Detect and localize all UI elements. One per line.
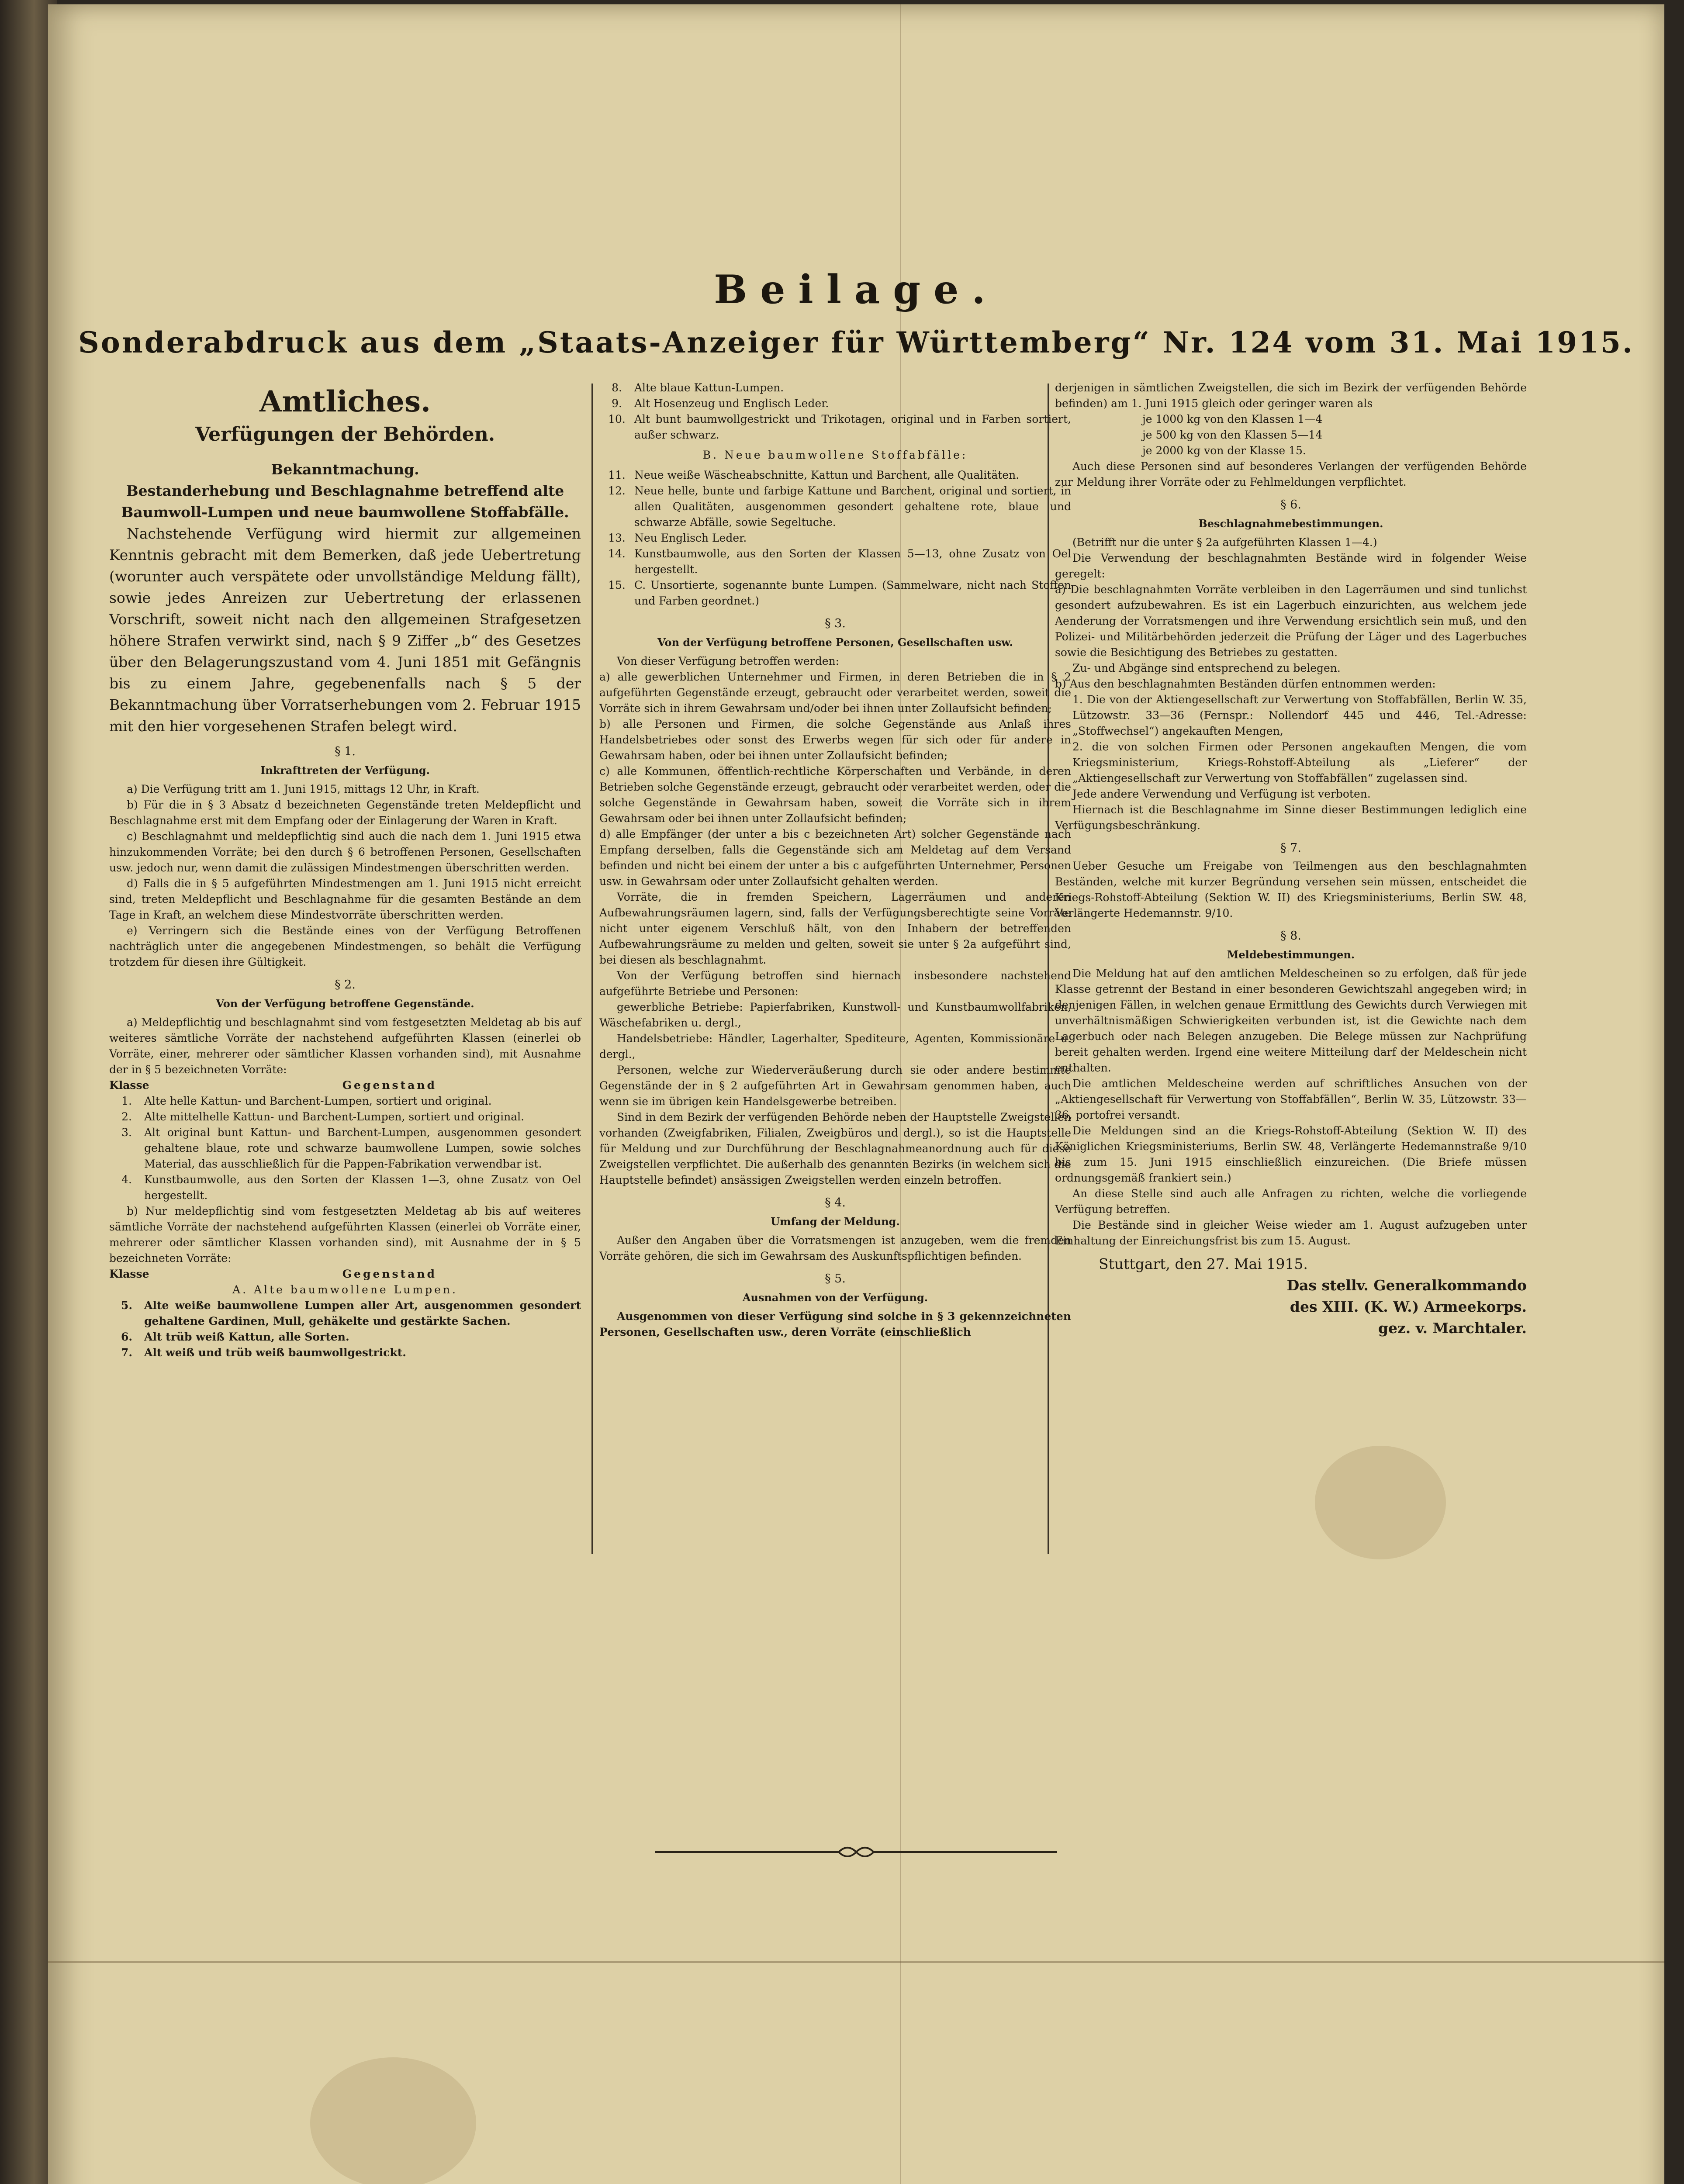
list-item: 9. Alt Hosenzeug und Englisch Leder. xyxy=(612,397,829,410)
section-heading: Amtliches. xyxy=(259,384,431,418)
clause-text: Sind in dem Bezirk der verfügenden Behörde neben der Hauptstelle Zweigstellen vorhanden (Zweigfabriken, Filialen, Zweigbüros und dergl.), so ist die Hauptstelle für Meldung und zur Durchführung der Beschlagnahmeanordnung auch für diese Zweigstellen verpflichtet. Die außerhalb des genannten Bezirks (in welchem sich die Hauptstelle befindet) ansässigen Zweigstellen werden einzeln betroffen. xyxy=(599,1111,1071,1186)
clause-text: Hiernach ist die Beschlagnahme im Sinne dieser Bestimmungen lediglich eine Verfügungsbeschränkung. xyxy=(1055,803,1527,832)
announcement-heading: Bekanntmachung. xyxy=(271,461,419,478)
list-item: 3. Alt original bunt Kattun- und Barchent-Lumpen, ausgenommen gesondert gehaltene blaue, rote und schwarze baumwollene Lumpen, sowie solches Material, das ausschließlich für die Pappen-Fabrikation verwendbar ist. xyxy=(121,1126,581,1170)
class-list-a xyxy=(109,1093,581,1203)
list-item: 14. Kunstbaumwolle, aus den Sorten der Klassen 5—13, ohne Zusatz von Oel hergestellt. xyxy=(608,547,1071,576)
list-item: je 500 kg von den Klassen 5—14 xyxy=(1142,429,1323,441)
clause-text: e) Verringern sich die Bestände eines von der Verfügung Betroffenen nachträglich unter die angegebenen Mindestmengen, so behält die Verfügung trotzdem für diesen ihre Gültigkeit. xyxy=(109,924,581,968)
clause-text: Vorräte, die in fremden Speichern, Lagerräumen und anderen Aufbewahrungsräumen lagern, sind, falls der Verfügungsberechtigte seine Vorräte nicht unter eigenem Verschluß hält, von den Inhabern der betreffenden Aufbewahrungsräume zu melden und gelten, soweit sie unter § 2a aufgeführt sind, bei diesen als beschlagnahmt. xyxy=(599,891,1071,966)
column-rule xyxy=(591,384,593,1554)
paragraph-title: Ausnahmen von der Verfügung. xyxy=(742,1291,928,1304)
list-item: 5. Alte weiße baumwollene Lumpen aller Art, ausgenommen gesondert gehaltene Gardinen, Mull, gehäkelte und gestärkte Sachen. xyxy=(121,1299,581,1327)
paragraph-title: Beschlagnahmebestimmungen. xyxy=(1198,517,1383,530)
clause-text: c) alle Kommunen, öffentlich-rechtliche Körperschaften und Verbände, in deren Betrieben solche Gegenstände erzeugt, gebraucht oder verarbeitet werden, oder die solche Gegenstände in Gewahrsam haben, soweit die Vorräte sich in ihrem Gewahrsam oder bei ihnen unter Zollaufsicht befinden; xyxy=(599,765,1071,825)
paragraph-title: Meldebestimmungen. xyxy=(1227,948,1355,961)
reprint-subtitle: Sonderabdruck aus dem „Staats-Anzeiger für Württemberg“ Nr. 124 vom 31. Mai 1915. xyxy=(78,325,1634,359)
list-item: je 1000 kg von den Klassen 1—4 xyxy=(1142,413,1323,425)
paragraph-title: Umfang der Meldung. xyxy=(771,1215,900,1228)
list-item: 8. Alte blaue Kattun-Lumpen. xyxy=(612,381,784,394)
paragraph-number: § 1. xyxy=(335,745,356,758)
clause-text: Die Meldungen sind an die Kriegs-Rohstoff-Abteilung (Sektion W. II) des Königlichen Kriegsministeriums, Berlin SW. 48, Verlängerte Hedemannstraße 9/10 bis zum 15. Juni 1915 einschließlich einzureichen. (Die Briefe müssen ordnungsgemäß frankiert sein.) xyxy=(1055,1124,1527,1184)
clause-text: Handelsbetriebe: Händler, Lagerhalter, Spediteure, Agenten, Kommissionäre u. dergl., xyxy=(599,1032,1071,1061)
signature-line: Das stellv. Generalkommando xyxy=(1286,1277,1527,1294)
paragraph-number: § 4. xyxy=(825,1196,846,1209)
clause-text: b) Aus den beschlagnahmten Beständen dürfen entnommen werden: xyxy=(1055,677,1436,690)
limits-list xyxy=(1142,411,1527,459)
place-date: Stuttgart, den 27. Mai 1915. xyxy=(1099,1255,1308,1272)
clause-text: Von der Verfügung betroffen sind hiernach insbesondere nachstehend aufgeführte Betriebe und Personen: xyxy=(599,969,1071,998)
signature-name: gez. v. Marchtaler. xyxy=(1378,1320,1527,1337)
signature-line: des XIII. (K. W.) Armeekorps. xyxy=(1290,1298,1527,1315)
list-item: 12. Neue helle, bunte und farbige Kattune und Barchent, original und sortiert, in allen Qualitäten, ausgenommen gesondert gehaltene rote, blaue und schwarze Abfälle, sowie Segeltuche. xyxy=(608,484,1071,529)
fold-crease-horizontal xyxy=(48,1961,1664,1963)
clause-text: Die Meldung hat auf den amtlichen Meldescheinen so zu erfolgen, daß für jede Klasse getrennt der Bestand in einer besonderen Gewichtszahl angegeben wird; in denjenigen Fällen, in welchen genaue Ermittlung des Gewichts durch Verwiegen mit unverhältnismäßigen Schwierigkeiten verbunden ist, ist die Gewichte nach dem Lagerbuch oder nach Belegen anzugeben. Die Belege müssen zur Nachprüfung bereit gehalten werden. Irgend eine weitere Mitteilung darf der Meldeschein nicht enthalten. xyxy=(1055,967,1527,1074)
column-3 xyxy=(1055,380,1527,1586)
clause-text: Die Verwendung der beschlagnahmten Bestände wird in folgender Weise geregelt: xyxy=(1055,552,1527,580)
clause-text: Ueber Gesuche um Freigabe von Teilmengen aus den beschlagnahmten Beständen, welche mit kurzer Begründung versehen sein müssen, entscheidet die Kriegs-Rohstoff-Abteilung (Sektion W. II) des Kriegsministeriums, Berlin SW. 48, Verlängerte Hedemannstr. 9/10. xyxy=(1055,860,1527,919)
list-item: 4. Kunstbaumwolle, aus den Sorten der Klassen 1—3, ohne Zusatz von Oel hergestellt. xyxy=(121,1173,581,1202)
group-heading: A. Alte baumwollene Lumpen. xyxy=(232,1283,458,1296)
clause-text: Die amtlichen Meldescheine werden auf schriftliches Ansuchen von der „Aktiengesellschaft für Verwertung von Stoffabfällen“, Berlin W. 35, Lützowstr. 33—36, portofrei versandt. xyxy=(1055,1077,1527,1121)
list-item: 11. Neue weiße Wäscheabschnitte, Kattun und Barchent, alle Qualitäten. xyxy=(608,469,1020,481)
clause-text: 2. die von solchen Firmen oder Personen angekauften Mengen, die vom Kriegsministerium, Kriegs-Rohstoff-Abteilung als „Lieferer“ der „Aktiengesellschaft zur Verwertung von Stoffabfällen“ zugelassen sind. xyxy=(1072,740,1527,784)
clause-text: (Betrifft nur die unter § 2a aufgeführten Klassen 1—4.) xyxy=(1072,536,1377,549)
list-item: 7. Alt weiß und trüb weiß baumwollgestrickt. xyxy=(121,1346,406,1359)
item-header: Gegenstand xyxy=(342,1268,437,1280)
class-list-continued xyxy=(599,380,1071,443)
clause-text: d) alle Empfänger (der unter a bis c bezeichneten Art) solcher Gegenstände nach Empfang derselben, falls die Gegenstände sich am Meldetag auf dem Versand befinden und nicht bei einem der unter a bis c aufgeführten Unternehmer, Personen usw. in Gewahrsam oder unter Zollaufsicht gehalten werden. xyxy=(599,828,1071,888)
list-item: 13. Neu Englisch Leder. xyxy=(608,532,747,544)
clause-text: d) Falls die in § 5 aufgeführten Mindestmengen am 1. Juni 1915 nicht erreicht sind, treten Meldepflicht und Beschlagnahme für die gesamten Bestände an dem Tage in Kraft, an welchem diese Mindestvorräte überschritten werden. xyxy=(109,877,581,921)
clause-text: 1. Die von der Aktiengesellschaft zur Verwertung von Stoffabfällen, Berlin W. 35, Lützowstr. 33—36 (Fernspr.: Nollendorf 445 und 446, Tel.-Adresse: „Stoffwechsel“) angekauften Mengen, xyxy=(1072,693,1527,737)
list-item: 6. Alt trüb weiß Kattun, alle Sorten. xyxy=(121,1330,349,1343)
clause-text: a) Die Verfügung tritt am 1. Juni 1915, mittags 12 Uhr, in Kraft. xyxy=(127,783,480,795)
paragraph-title: Von der Verfügung betroffene Personen, Gesellschaften usw. xyxy=(657,636,1013,649)
class-list-b xyxy=(109,1298,581,1361)
clause-text: a) Die beschlagnahmten Vorräte verbleiben in den Lagerräumen und sind tunlichst gesondert aufzubewahren. Es ist ein Lagerbuch einzurichten, aus welchem jede Aenderung der Vorratsmengen und ihre Verwendung ersichtlich sein muß, und den Polizei- und Militärbehörden jederzeit die Prüfung der Läger und des Lagerbuches sowie die Besichtigung des Betriebes zu gestatten. xyxy=(1055,583,1527,659)
paragraph-title: Von der Verfügung betroffene Gegenstände. xyxy=(216,997,474,1010)
paragraph-number: § 6. xyxy=(1280,498,1301,511)
class-table-header xyxy=(109,1078,581,1093)
intro-paragraph: Nachstehende Verfügung wird hiermit zur allgemeinen Kenntnis gebracht mit dem Bemerken, daß jede Uebertretung (worunter auch verspätete oder unvollständige Meldung fällt), sowie jedes Anreizen zur Uebertretung der erlassenen Vorschrift, soweit nicht nach den allgemeinen Strafgesetzen höhere Strafen verwirkt sind, nach § 9 Ziffer „b“ des Gesetzes über den Belagerungszustand vom 4. Juni 1851 mit Gefängnis bis zu einem Jahre, gegebenenfalls nach § 5 der Bekanntmachung über Vorratserhebungen vom 2. Februar 1915 mit den hier vorgesehenen Strafen belegt wird. xyxy=(109,525,581,735)
paragraph-title: Inkrafttreten der Verfügung. xyxy=(260,764,430,777)
paragraph-number: § 7. xyxy=(1280,841,1301,855)
clause-text: a) alle gewerblichen Unternehmer und Firmen, in deren Betrieben die in § 2 aufgeführten Gegenstände erzeugt, gebraucht oder verarbeitet werden, soweit die Vorräte sich in ihrem Gewahrsam und/oder bei ihnen unter Zollaufsicht befinden; xyxy=(599,670,1071,715)
column-1 xyxy=(109,380,581,1586)
clause-text: Außer den Angaben über die Vorratsmengen ist anzugeben, wem die fremden Vorräte gehören, die sich im Gewahrsam des Auskunftspflichtigen befinden. xyxy=(599,1234,1071,1262)
clause-text: Von dieser Verfügung betroffen werden: xyxy=(617,655,840,667)
clause-text: b) alle Personen und Firmen, die solche Gegenstände aus Anlaß ihres Handelsbetriebes oder sonst des Erwerbs wegen für sich oder für andere in Gewahrsam haben, oder bei ihnen unter Zollaufsicht befinden; xyxy=(599,718,1071,762)
document-page xyxy=(48,4,1664,2184)
paragraph-number: § 5. xyxy=(825,1272,846,1286)
column-2 xyxy=(599,380,1071,1586)
clause-text: gewerbliche Betriebe: Papierfabriken, Kunstwoll- und Kunstbaumwollfabriken, Wäschefabriken u. dergl., xyxy=(599,1001,1071,1029)
clause-text: c) Beschlagnahmt und meldepflichtig sind auch die nach dem 1. Juni 1915 etwa hinzukommenden Vorräte; bei den durch § 6 betroffenen Personen, Gesellschaften usw. jedoch nur, wenn damit die zulässigen Mindestmengen überschritten werden. xyxy=(109,830,581,874)
announcement-subject: Bestanderhebung und Beschlagnahme betreffend alte Baumwoll-Lumpen und neue baumwollene Stoffabfälle. xyxy=(121,482,569,521)
paragraph-number: § 2. xyxy=(335,978,356,992)
item-header: Gegenstand xyxy=(342,1079,437,1092)
clause-text: Zu- und Abgänge sind entsprechend zu belegen. xyxy=(1072,662,1341,674)
clause-text: b) Für die in § 3 Absatz d bezeichneten Gegenstände treten Meldepflicht und Beschlagnahme erst mit dem Empfang oder der Einlagerung der Waren in Kraft. xyxy=(109,798,581,827)
list-item: 1. Alte helle Kattun- und Barchent-Lumpen, sortiert und original. xyxy=(121,1095,492,1107)
list-item: 10. Alt bunt baumwollgestrickt und Trikotagen, original und in Farben sortiert, außer schwarz. xyxy=(608,413,1071,441)
paragraph-number: § 3. xyxy=(825,617,846,630)
paragraph-number: § 8. xyxy=(1280,929,1301,943)
supplement-title: Beilage. xyxy=(714,266,999,313)
clause-text: Auch diese Personen sind auf besonderes Verlangen der verfügenden Behörde zur Meldung ihrer Vorräte oder zu Fehlmeldungen verpflichtet. xyxy=(1055,460,1527,488)
list-item: 15. C. Unsortierte, sogenannte bunte Lumpen. (Sammelware, nicht nach Stoffen und Farben geordnet.) xyxy=(608,579,1071,607)
clause-text: a) Meldepflichtig und beschlagnahmt sind vom festgesetzten Meldetag ab bis auf weiteres sämtliche Vorräte der nachstehend aufgeführten Klassen (einerlei ob Vorräte, einer, mehrerer oder sämtlicher Klassen vorhanden sind), mit Ausnahme der in § 5 bezeichneten Vorräte: xyxy=(109,1016,581,1076)
class-header: Klasse xyxy=(109,1079,149,1092)
clause-text: Personen, welche zur Wiederveräußerung durch sie oder andere bestimmte Gegenstände der in § 2 aufgeführten Art in Gewahrsam genommen haben, auch wenn sie im übrigen kein Handelsgewerbe betreiben. xyxy=(599,1064,1071,1108)
ornament-rule xyxy=(655,1843,1057,1861)
clause-text: derjenigen in sämtlichen Zweigstellen, die sich im Bezirk der verfügenden Behörde befinden) am 1. Juni 1915 gleich oder geringer waren als xyxy=(1055,381,1527,410)
paper-stain xyxy=(310,2057,476,2184)
clause-text: An diese Stelle sind auch alle Anfragen zu richten, welche die vorliegende Verfügung betreffen. xyxy=(1055,1187,1527,1216)
group-heading: B. Neue baumwollene Stoffabfälle: xyxy=(702,449,968,461)
class-header: Klasse xyxy=(109,1268,149,1280)
list-item: je 2000 kg von der Klasse 15. xyxy=(1142,444,1306,457)
class-list-new xyxy=(599,467,1071,609)
class-table-header xyxy=(109,1266,581,1282)
clause-text: Die Bestände sind in gleicher Weise wieder am 1. August aufzugeben unter Einhaltung der Einreichungsfrist bis zum 15. August. xyxy=(1055,1219,1527,1247)
clause-text: Ausgenommen von dieser Verfügung sind solche in § 3 gekennzeichneten Personen, Gesellschaften usw., deren Vorräte (einschließlich xyxy=(599,1310,1071,1338)
clause-text: b) Nur meldepflichtig sind vom festgesetzten Meldetag ab bis auf weiteres sämtliche Vorräte der nachstehend aufgeführten Klassen (einerlei ob Vorräte einer, mehrerer oder sämtlicher Klassen vorhanden sind), mit Ausnahme der in § 5 bezeichneten Vorräte: xyxy=(109,1205,581,1265)
clause-text: Jede andere Verwendung und Verfügung ist verboten. xyxy=(1072,788,1371,800)
section-subheading: Verfügungen der Behörden. xyxy=(195,423,495,446)
list-item: 2. Alte mittelhelle Kattun- und Barchent-Lumpen, sortiert und original. xyxy=(121,1110,525,1123)
